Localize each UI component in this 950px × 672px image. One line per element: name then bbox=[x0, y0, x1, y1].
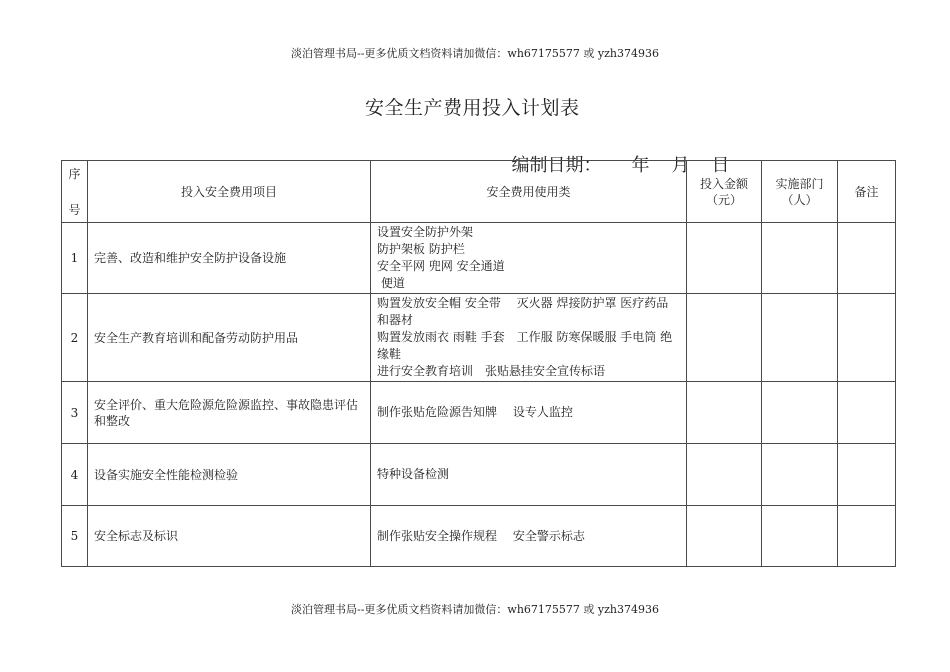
safety-cost-plan-table bbox=[61, 160, 896, 567]
usage-line: 进行安全教育培训 张贴悬挂安全宣传标语 bbox=[377, 364, 606, 378]
usage-line: 购置发放雨衣 雨鞋 手套 工作服 防寒保暖服 手电筒 绝缘鞋 bbox=[377, 330, 673, 361]
usage-line: 设置安全防护外架 bbox=[377, 225, 474, 239]
usage-line: 制作张贴安全操作规程 安全警示标志 bbox=[377, 528, 585, 543]
row-note-cell[interactable] bbox=[838, 294, 896, 382]
document-title: 安全生产费用投入计划表 bbox=[365, 97, 580, 119]
row-usage bbox=[371, 506, 687, 567]
row-seq: 1 bbox=[62, 223, 88, 294]
usage-line: 特种设备检测 bbox=[377, 467, 450, 481]
row-note-cell[interactable] bbox=[838, 382, 896, 444]
row-note-cell[interactable] bbox=[838, 444, 896, 506]
row-usage bbox=[371, 444, 687, 506]
table-header-row bbox=[62, 161, 896, 223]
usage-line: 便道 bbox=[377, 276, 405, 290]
header-amount bbox=[687, 161, 762, 223]
footer-watermark: 淡泊管理书局--更多优质文档资料请加微信：wh67175577 或 yzh374936 bbox=[291, 603, 659, 616]
date-year-unit: 年 bbox=[631, 155, 650, 176]
row-seq: 5 bbox=[62, 506, 88, 567]
header-item: 投入安全费用项目 bbox=[88, 161, 371, 223]
header-seq-top: 序 bbox=[68, 166, 81, 181]
header-usage: 安全费用使用类 bbox=[371, 161, 687, 223]
date-day-unit: 日 bbox=[711, 155, 730, 176]
header-dept-line1: 实施部门 bbox=[775, 176, 824, 191]
header-seq-bottom: 号 bbox=[68, 202, 81, 217]
row-dept-cell[interactable] bbox=[762, 223, 838, 294]
header-dept bbox=[762, 161, 838, 223]
row-usage bbox=[371, 223, 687, 294]
row-item: 安全评价、重大危险源危险源监控、事故隐患评估和整改 bbox=[88, 382, 371, 444]
row-usage bbox=[371, 294, 687, 382]
row-item: 设备实施安全性能检测检验 bbox=[88, 444, 371, 506]
header-amount-line2: （元） bbox=[705, 192, 742, 207]
header-dept-line2: （人） bbox=[781, 192, 818, 207]
row-amount-cell[interactable] bbox=[687, 444, 762, 506]
row-amount-cell[interactable] bbox=[687, 506, 762, 567]
table-row bbox=[62, 506, 896, 567]
usage-line: 制作张贴危险源告知牌 设专人监控 bbox=[377, 405, 573, 419]
usage-line: 安全平网 兜网 安全通道 bbox=[377, 259, 505, 273]
row-amount-cell[interactable] bbox=[687, 223, 762, 294]
table-row bbox=[62, 382, 896, 444]
header-seq bbox=[62, 161, 88, 223]
row-item: 安全生产教育培训和配备劳动防护用品 bbox=[88, 294, 371, 382]
row-seq: 2 bbox=[62, 294, 88, 382]
row-item: 安全标志及标识 bbox=[88, 506, 371, 567]
row-amount-cell[interactable] bbox=[687, 382, 762, 444]
row-dept-cell[interactable] bbox=[762, 382, 838, 444]
header-note: 备注 bbox=[838, 161, 896, 223]
row-note-cell[interactable] bbox=[838, 223, 896, 294]
usage-line: 购置发放安全帽 安全带 灭火器 焊接防护罩 医疗药品和器材 bbox=[377, 296, 669, 327]
row-amount-cell[interactable] bbox=[687, 294, 762, 382]
table-row bbox=[62, 444, 896, 506]
row-usage bbox=[371, 382, 687, 444]
header-watermark: 淡泊管理书局--更多优质文档资料请加微信：wh67175577 或 yzh374936 bbox=[291, 47, 659, 60]
row-seq: 3 bbox=[62, 382, 88, 444]
row-seq: 4 bbox=[62, 444, 88, 506]
row-note-cell[interactable] bbox=[838, 506, 896, 567]
row-item: 完善、改造和维护安全防护设备设施 bbox=[88, 223, 371, 294]
date-month-unit: 月 bbox=[671, 155, 690, 176]
row-dept-cell[interactable] bbox=[762, 294, 838, 382]
row-dept-cell[interactable] bbox=[762, 506, 838, 567]
usage-line: 防护架板 防护栏 bbox=[377, 242, 465, 256]
row-dept-cell[interactable] bbox=[762, 444, 838, 506]
table-row bbox=[62, 294, 896, 382]
header-amount-line1: 投入金额 bbox=[699, 176, 748, 191]
table-row bbox=[62, 223, 896, 294]
compile-date-label: 编制日期： bbox=[511, 155, 602, 176]
